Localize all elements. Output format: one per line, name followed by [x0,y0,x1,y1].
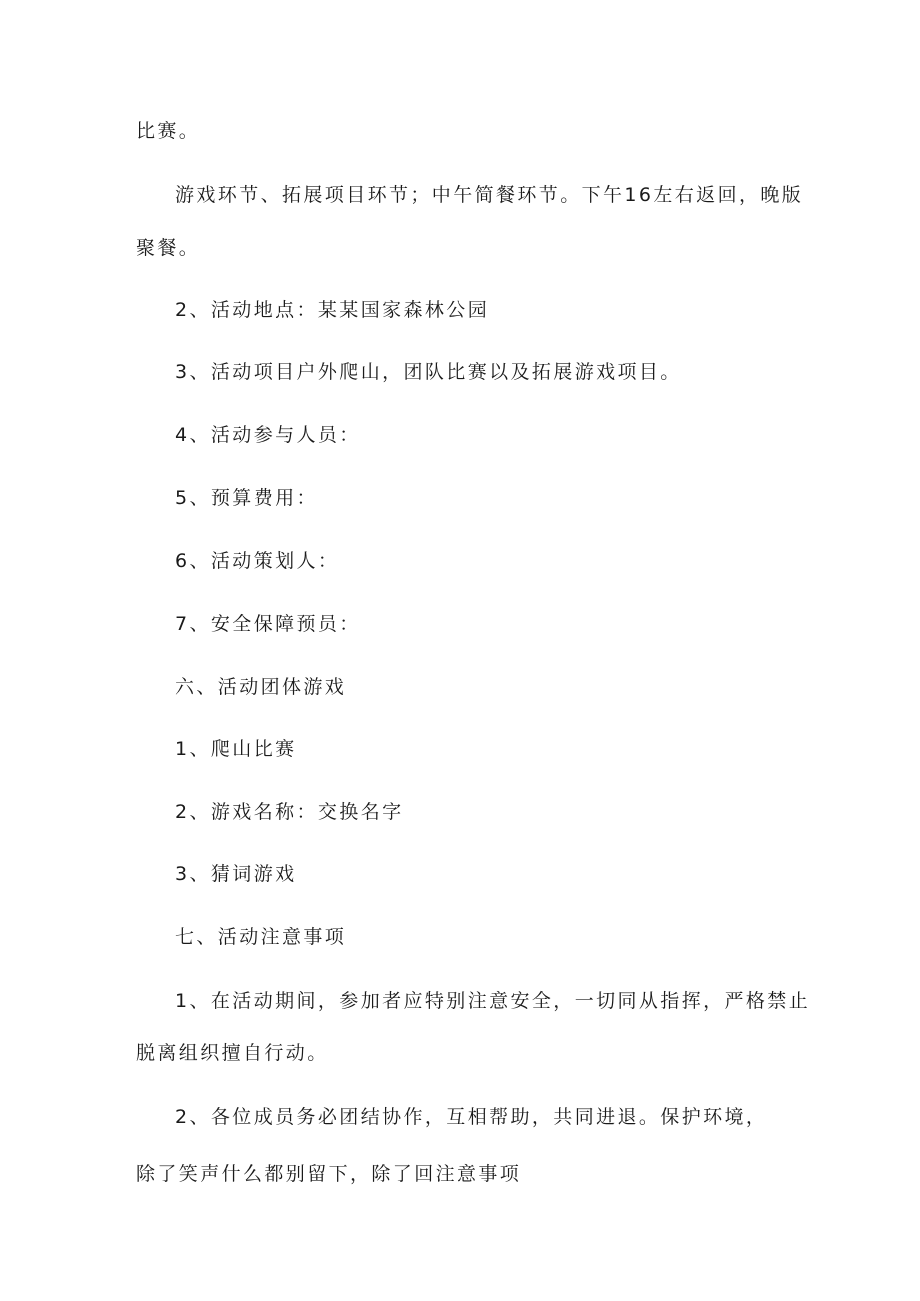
text-line: 2、活动地点：某某国家森林公园 [175,299,490,321]
text-line: 2、各位成员务必团结协作，互相帮助，共同进退。保护环境， [175,1106,768,1128]
text-line: 比赛。 [136,120,201,142]
text-line: 3、猜词游戏 [175,863,297,885]
text-line: 聚餐。 [136,237,201,259]
text-line: 脱离组织擅自行动。 [136,1042,329,1064]
text-line: 4、活动参与人员： [175,424,361,446]
text-line: 3、活动项目户外爬山，团队比赛以及拓展游戏项目。 [175,361,682,383]
text-line: 2、游戏名称：交换名字 [175,801,404,823]
text-line: 5、预算费用： [175,487,318,509]
text-line: 7、安全保障预员： [175,613,361,635]
text-line: 游戏环节、拓展项目环节；中午简餐环节。下午16左右返回，晚版 [175,184,804,206]
text-line: 1、爬山比赛 [175,738,297,760]
section-heading: 六、活动团体游戏 [175,676,347,698]
text-line: 除了笑声什么都别留下，除了回注意事项 [136,1163,522,1185]
text-line: 1、在活动期间，参加者应特别注意安全，一切同从指挥，严格禁止 [175,990,811,1012]
text-line: 6、活动策划人： [175,550,340,572]
section-heading: 七、活动注意事项 [175,926,347,948]
